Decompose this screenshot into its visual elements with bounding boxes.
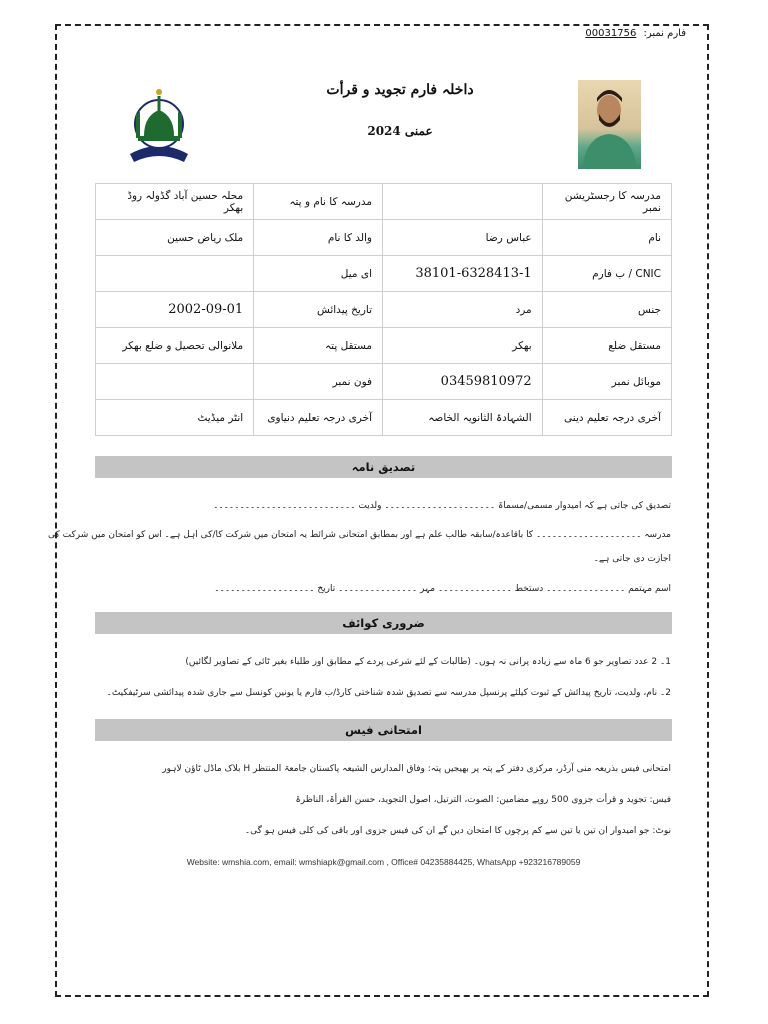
- info-value: انٹر میڈیٹ: [96, 400, 254, 436]
- form-number: [585, 28, 686, 39]
- info-row: [96, 256, 672, 292]
- info-value: 2002-09-01: [96, 292, 254, 328]
- fee-line-2: فیس: تجوید و قرأت جزوی 500 روپے مضامین: الصوت، الترتیل، اصول التجوید، حسن القرأۃ، الناظرۃ: [295, 795, 671, 805]
- form-session: عمنی 2024: [367, 124, 433, 138]
- info-value: ملانوالی تحصیل و ضلع بھکر: [96, 328, 254, 364]
- info-label: مدرسہ کا رجسٹریشن نمبر: [542, 184, 671, 220]
- info-label: تاریخ پیدائش: [254, 292, 383, 328]
- verification-line-3: اجازت دی جاتی ہے۔: [593, 554, 671, 564]
- verification-line-2: مدرسہ ۔۔۔۔۔۔۔۔۔۔۔۔۔۔۔۔۔۔۔۔ کا باقاعدہ/سابقہ طالب علم ہے اور بمطابق امتحانی شرائط یہ امتحان میں شرکت کا/کی اہل ہے۔ اس کو امتحان میں شرکت کی: [47, 530, 671, 540]
- info-row: [96, 328, 672, 364]
- info-value: [383, 184, 543, 220]
- info-row: [96, 220, 672, 256]
- verification-signature-line: اسم مہتمم ۔۔۔۔۔۔۔۔۔۔۔۔۔۔۔ دستخط ۔۔۔۔۔۔۔۔۔۔۔۔۔۔ مہر ۔۔۔۔۔۔۔۔۔۔۔۔۔۔۔ تاریخ ۔۔۔۔۔۔۔۔۔۔۔۔۔۔۔۔۔۔۔: [214, 584, 671, 594]
- info-row: [96, 364, 672, 400]
- info-label: آخری درجہ تعلیم دینی: [542, 400, 671, 436]
- section-verification: تصدیق نامہ: [95, 456, 672, 478]
- info-value: [96, 256, 254, 292]
- institution-logo: [122, 78, 196, 172]
- info-value: مرد: [383, 292, 543, 328]
- info-label: مدرسہ کا نام و پتہ: [254, 184, 383, 220]
- info-label: آخری درجہ تعلیم دنیاوی: [254, 400, 383, 436]
- form-number-label: فارم نمبر:: [643, 28, 686, 39]
- info-row: [96, 184, 672, 220]
- info-label: جنس: [542, 292, 671, 328]
- info-value: عباس رضا: [383, 220, 543, 256]
- info-label: مستقل ضلع: [542, 328, 671, 364]
- form-number-value: 00031756: [585, 28, 637, 39]
- applicant-info-table: [95, 183, 672, 436]
- form-title: داخلہ فارم تجوید و قرأت: [326, 82, 474, 98]
- info-value: ملک ریاض حسین: [96, 220, 254, 256]
- applicant-photo: [578, 80, 641, 169]
- fee-note: نوٹ: جو امیدوار ان تین یا تین سے کم پرچوں کا امتحان دیں گے ان کی فیس جزوی اور باقی کی کلی فیس ہو گی۔: [244, 826, 671, 836]
- info-label: ای میل: [254, 256, 383, 292]
- fee-line-1: امتحانی فیس بذریعہ منی آرڈر، مرکزی دفتر کے پتہ پر بھیجیں پتہ: وفاق المدارس الشیعہ پاکستان جامعۃ المنتظر H بلاک ماڈل ٹاؤن لاہور: [162, 764, 671, 774]
- info-value: 38101-6328413-1: [383, 256, 543, 292]
- info-label: نام: [542, 220, 671, 256]
- section-fee: امتحانی فیس: [95, 719, 672, 741]
- info-value: بھکر: [383, 328, 543, 364]
- section-requirements: ضروری کوائف: [95, 612, 672, 634]
- info-label: فون نمبر: [254, 364, 383, 400]
- info-label: والد کا نام: [254, 220, 383, 256]
- verification-line-1: تصدیق کی جاتی ہے کہ امیدوار مسمی/مسماۃ ۔۔۔۔۔۔۔۔۔۔۔۔۔۔۔۔۔۔۔۔۔ ولدیت ۔۔۔۔۔۔۔۔۔۔۔۔۔۔۔۔۔۔۔۔۔۔۔۔۔۔۔: [213, 501, 671, 511]
- info-value: 03459810972: [383, 364, 543, 400]
- info-row: [96, 292, 672, 328]
- info-value: محلہ حسین آباد گڈولہ روڈ بھکر: [96, 184, 254, 220]
- info-value: [96, 364, 254, 400]
- info-value: الشہادۃ الثانویہ الخاصہ: [383, 400, 543, 436]
- info-label: موبائل نمبر: [542, 364, 671, 400]
- info-row: [96, 400, 672, 436]
- info-label: مستقل پتہ: [254, 328, 383, 364]
- requirement-2: 2۔ نام، ولدیت، تاریخ پیدائش کے ثبوت کیلئے پرنسپل مدرسہ سے تصدیق شدہ شناختی کارڈ/ب فارم یا یونین کونسل سے جاری شدہ پیدائشی سرٹیفکیٹ۔: [106, 688, 671, 698]
- requirement-1: 1۔ 2 عدد تصاویر جو 6 ماہ سے زیادہ پرانی نہ ہوں۔ (طالبات کے لئے شرعی پردے کے مطابق اور طلباء بغیر ٹائی کے تصاویر لگائیں): [185, 657, 671, 667]
- info-label: CNIC / ب فارم: [542, 256, 671, 292]
- contact-footer: Website: wmshia.com, email: wmshiapk@gmail.com , Office# 04235884425, WhatsApp +923216789059: [186, 857, 581, 867]
